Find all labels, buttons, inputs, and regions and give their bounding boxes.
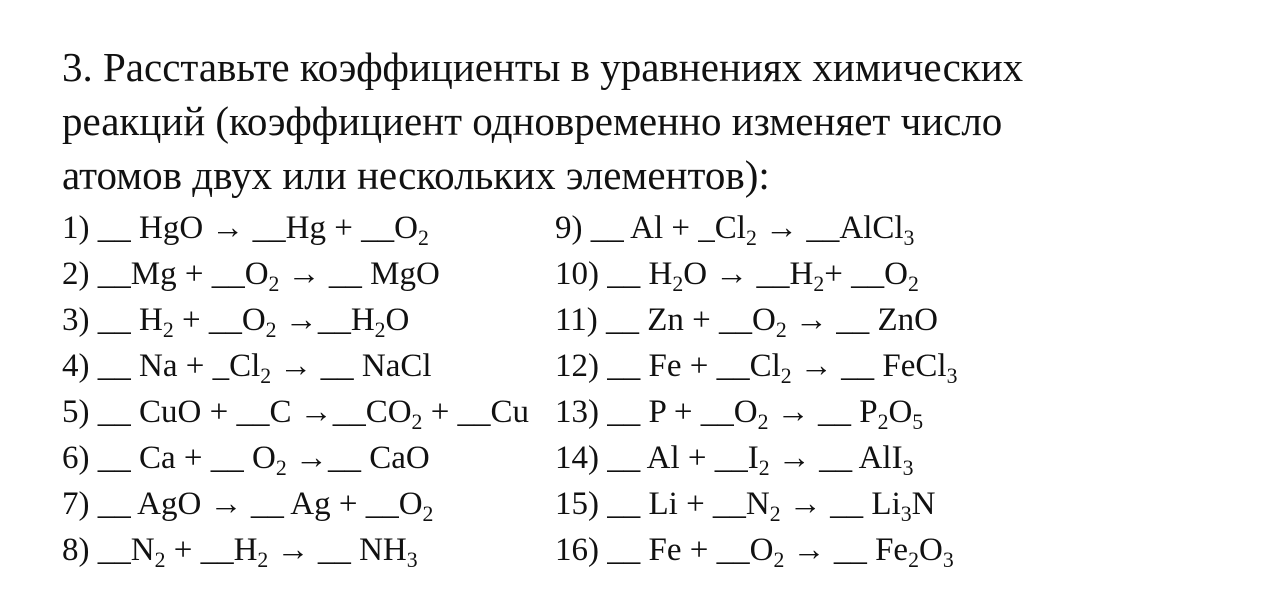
equation-2: 2) __Mg + $\_\_O_2$ → __ MgO bbox=[62, 256, 440, 296]
equation-10: 10) __ $H_2O$ → $\_\_H_2+$ $\_\_O_2$ bbox=[555, 256, 919, 296]
subscript: 2 bbox=[877, 409, 889, 434]
subscript: 2 bbox=[907, 271, 919, 296]
subscript: 2 bbox=[265, 317, 277, 342]
subscript: 2 bbox=[773, 547, 785, 572]
subscript: 2 bbox=[162, 317, 174, 342]
subscript: 2 bbox=[757, 409, 769, 434]
subscript: 2 bbox=[780, 363, 792, 388]
subscript: 3 bbox=[903, 225, 915, 250]
subscript: 2 bbox=[275, 455, 287, 480]
task-title bbox=[62, 40, 1242, 202]
equation-9: 9) __ $Al + \_Cl_2$ → __AlCl$_3$ bbox=[555, 210, 915, 250]
subscript: 2 bbox=[775, 317, 787, 342]
subscript: 2 bbox=[908, 547, 919, 572]
subscript: 2 bbox=[422, 501, 434, 526]
subscript: 5 bbox=[912, 409, 924, 434]
subscript: 2 bbox=[260, 363, 272, 388]
equation-7: 7) __ AgO → __ $Ag + \_\_O_2$ bbox=[62, 486, 434, 526]
subscript: 3 bbox=[406, 547, 418, 572]
subscript: 3 bbox=[900, 501, 912, 526]
subscript: 2 bbox=[758, 455, 770, 480]
equation-3: 3) __ $H_2$ + $\_\_O_2$ $\to\_\_H_2O$ bbox=[62, 302, 410, 342]
equation-11: 11) __ $Zn + \_\_O_2$ → __ ZnO bbox=[555, 302, 939, 342]
subscript: 2 bbox=[769, 501, 781, 526]
equation-16: 16) __ $Fe + \_\_O_2$ → __ $Fe_2O_3$ bbox=[555, 532, 954, 572]
subscript: 3 bbox=[946, 363, 958, 388]
subscript: 2 bbox=[745, 225, 757, 250]
task-title-line: реакций (коэффициент одновременно изменяет число bbox=[62, 98, 1003, 144]
equation-14: 14) __ $Al + \_\_I_2$ → __ AlI$_3$ bbox=[555, 440, 914, 480]
task-title-line: атомов двух или нескольких элементов): bbox=[62, 152, 770, 198]
subscript: 2 bbox=[154, 547, 166, 572]
equation-8: 8) $\_\_N_2$ + $\_\_H_2$ → __ $NH_3$ bbox=[62, 532, 418, 572]
subscript: 3 bbox=[942, 547, 954, 572]
equation-12: 12) __ $Fe + \_\_Cl_2$ → __ FeCl$_3$ bbox=[555, 348, 958, 388]
equation-4: 4) __ $Na + \_Cl_2$ → __ NaCl bbox=[62, 348, 432, 388]
task-title-line: 3. Расставьте коэффициенты в уравнениях химических bbox=[62, 44, 1024, 90]
equations-right-column bbox=[555, 205, 958, 573]
subscript: 2 bbox=[813, 271, 825, 296]
subscript: 2 bbox=[411, 409, 423, 434]
subscript: 2 bbox=[672, 271, 684, 296]
equation-1: 1) __ HgO → __Hg + $\_\_O_2$ bbox=[62, 210, 429, 250]
subscript: 2 bbox=[417, 225, 429, 250]
equations-left-column bbox=[62, 205, 529, 573]
subscript: 3 bbox=[902, 455, 914, 480]
subscript: 2 bbox=[268, 271, 280, 296]
equation-13: 13) __ $P + \_\_O_2$ → __ $P_2O_5$ bbox=[555, 394, 924, 434]
equation-5: 5) __ CuO + __C $\to\_\_CO_2$ + __Cu bbox=[62, 394, 530, 434]
subscript: 2 bbox=[374, 317, 386, 342]
equation-6: 6) __ Ca + __ $O_2$ →__ CaO bbox=[62, 440, 430, 480]
equation-15: 15) __ $Li + \_\_N_2$ → __ $Li_3N$ bbox=[555, 486, 936, 526]
subscript: 2 bbox=[257, 547, 269, 572]
